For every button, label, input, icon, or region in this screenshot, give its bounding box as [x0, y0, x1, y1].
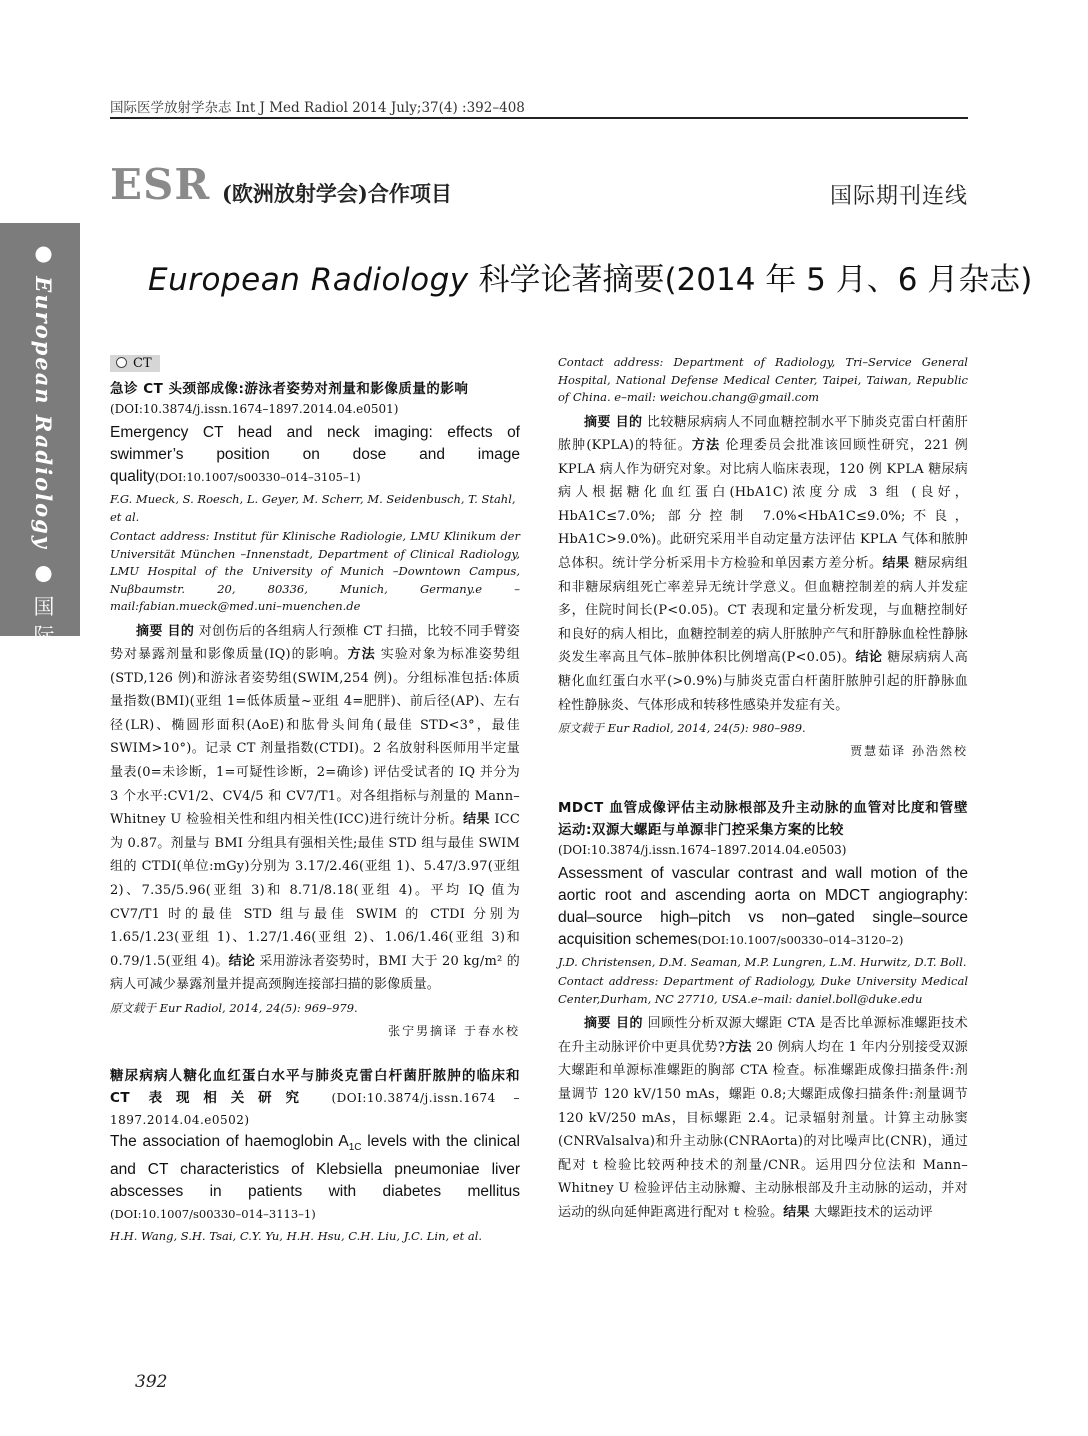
article-3-en-title	[558, 863, 968, 951]
article-3-abstract	[558, 1012, 968, 1224]
result-label: 结果	[463, 812, 490, 828]
article-1-en-doi: (DOI:10.1007/s00330–014–3105–1)	[154, 470, 361, 484]
article-2-en-title	[110, 1131, 520, 1225]
right-column	[558, 352, 968, 1225]
method-label: 方法	[691, 438, 721, 454]
abs-text: 比较糖尿病病人不同血糖控制水平下肺炎克雷白杆菌肝脓肿(KPLA)的特征。	[558, 414, 968, 454]
article-2-abstract	[558, 411, 968, 718]
conclusion-label: 结论	[855, 650, 883, 666]
page-title	[148, 254, 1032, 299]
abs-text: 20 例病人均在 1 年内分别接受双源大螺距和单源标准螺距的胸部 CTA 检查。标准螺距成像扫描条件:剂量调节 120 kV/150 mAs，螺距 0.8;大螺距成像扫描条件:剂量调节 120 kV/250 mAs，目标螺距 2.4。记录辐射剂量。计算主动脉窦(CNRValsalva)和升主动脉(CNRAorta)的对比噪声比(CNR)，通过配对 t 检验比较两种技术的剂量/CNR。运用四分位法和 Mann–Whitney U 检验评估主动脉瓣、主动脉根部及升主动脉的运动，并对运动的纵向延伸距离进行配对 t 检验。	[558, 1039, 969, 1220]
abs-text: 大螺距技术的运动评	[809, 1204, 933, 1220]
abs-label: 摘要 目的	[136, 623, 195, 639]
esr-logo: ESR	[110, 160, 211, 209]
article-1-source: 原文载于 Eur Radiol, 2014, 24(5): 969–979.	[110, 1001, 358, 1015]
article-1-cn-title: 急诊 CT 头颈部成像:游泳者姿势对剂量和影像质量的影响	[110, 381, 469, 397]
method-label: 方法	[347, 647, 376, 663]
side-tab-en: ● European Radiology ●	[31, 240, 56, 587]
article-3-contact: Contact address: Department of Radiology, Duke University Medical Center,Durham, NC 27710, USA.e–mail: daniel.boll@duke.edu	[558, 974, 968, 1006]
article-1-en-title	[110, 422, 520, 488]
article-2-translator: 贾慧茹译 孙浩然校	[850, 744, 968, 759]
article-2-contact: Contact address: Department of Radiology, Tri–Service General Hospital, National Defense Medical Center, Taipei, Taiwan, Republic of China. e–mail: weichou.chang@gmail.com	[558, 355, 968, 404]
article-3-en-title-text: Assessment of vascular contrast and wall motion of the aortic root and ascending aorta on MDCT angiography: dual–source high–pitch vs non–gated single–source acquisition schemes	[558, 865, 968, 949]
abs-text: 糖尿病病人高糖化血红蛋白水平(>0.9%)与肺炎克雷白杆菌肝脓肿引起的肝静脉血栓性静脉炎、气体形成和转移性感染并发症有关。	[558, 650, 968, 713]
abs-text: 伦理委员会批准该回顾性研究，221 例 KPLA 病人作为研究对象。对比病人临床表现，120 例 KPLA 糖尿病病人根据糖化血红蛋白(HbA1C)浓度分成 3 组 (良好，HbA1C≤7.0%; 部分控制 7.0%<HbA1C≤9.0%;不良，HbA1C>9.0%)。此研究采用半自动定量方法评估 KPLA 气体和脓肿总体积。统计学分析采用卡方检验和单因素方差分析。	[558, 438, 968, 572]
abs-label: 摘要 目的	[584, 1016, 644, 1032]
abs-label: 摘要 目的	[584, 414, 643, 430]
article-1-en-title-text: Emergency CT head and neck imaging: effects of swimmer’s position on dose and image quality	[110, 424, 520, 485]
result-label: 结果	[882, 556, 910, 572]
left-column	[110, 352, 520, 1245]
article-2-cn-title	[110, 1065, 520, 1131]
article-2-cn-doi: (DOI:10.3874/j.issn.1674 –1897.2014.04.e0502)	[110, 1091, 520, 1127]
abs-text: ICC 为 0.87。剂量与 BMI 分组具有强相关性;最佳 STD 组与最佳 SWIM 组的 CTDI(单位:mGy)分别为 3.17/2.46(亚组 1)、5.47/3.97(亚组 2)、7.35/5.96(亚组 3)和 8.71/8.18(亚组 4)。平均 IQ 值为 CV7/T1 时的最佳 STD 组与最佳 SWIM 的 CTDI 分别为 1.65/1.23(亚组 1)、1.27/1.46(亚组 2)、1.06/1.46(亚组 3)和 0.79/1.5(亚组 4)。	[110, 812, 520, 969]
esr-subtitle: (欧洲放射学会)合作项目	[222, 181, 452, 206]
article-3-en-doi: (DOI:10.1007/s00330–014–3120–2)	[697, 933, 904, 948]
abs-text: 糖尿病组和非糖尿病组死亡率差异无统计学意义。但血糖控制差的病人并发症多，住院时间长(P<0.05)。CT 表现和定量分析发现，与血糖控制好和良好的病人相比，血糖控制差的病人肝脓肿产气和肝静脉血栓性静脉炎发生率高且气体–脓肿体积比例增高(P<0.05)。	[558, 556, 968, 666]
article-2-source: 原文载于 Eur Radiol, 2014, 24(5): 980–989.	[558, 721, 806, 736]
article-2-cn-title-text: 糖尿病病人糖化血红蛋白水平与肺炎克雷白杆菌肝脓肿的临床和 CT 表现相关研究	[110, 1068, 520, 1106]
page-title-cn: 科学论著摘要(2014 年 5 月、6 月杂志)	[478, 262, 1033, 298]
page-number: 392	[135, 1372, 168, 1392]
article-1-abstract	[110, 620, 520, 998]
article-3-cn-title: MDCT 血管成像评估主动脉根部及升主动脉的血管对比度和管壁运动:双源大螺距与单源非门控采集方案的比较	[558, 800, 968, 839]
article-3-cn-doi: (DOI:10.3874/j.issn.1674–1897.2014.04.e0503)	[558, 843, 847, 858]
circle-icon	[116, 357, 127, 368]
category-badge	[110, 355, 160, 372]
side-tab-text	[22, 240, 58, 770]
abs-text: 采用游泳者姿势时，BMI 大于 20 kg/m² 的病人可减少暴露剂量并提高颈胸连接部扫描的影像质量。	[110, 953, 520, 993]
spacer	[558, 761, 968, 797]
page-title-en: European Radiology	[148, 262, 469, 298]
article-1-cn-doi: (DOI:10.3874/j.issn.1674–1897.2014.04.e0501)	[110, 402, 399, 416]
abs-text: 实验对象为标准姿势组(STD,126 例)和游泳者姿势组(SWIM,254 例)。分组标准包括:体质量指数(BMI)(亚组 1=低体质量~亚组 4=肥胖)、前后径(AP)、左右径(LR)、椭圆形面积(AoE)和肱骨头间角(最佳 STD<3°，最佳 SWIM>10°)。记录 CT 剂量指数(CTDI)。2 名放射科医师用半定量量表(0=未诊断，1=可疑性诊断，2=确诊) 评估受试者的 IQ 并分为 3 个水平:CV1/2、CV4/5 和 CV7/T1。对各组指标与剂量的 Mann–Whitney U 检验相关性和组内相关性(ICC)进行统计分析。	[110, 647, 520, 828]
conclusion-label: 结论	[228, 953, 256, 969]
article-1-translator: 张宁男摘译 于春水校	[388, 1024, 520, 1038]
abs-text: 对创伤后的各组病人行颈椎 CT 扫描，比较不同手臂姿势对暴露剂量和影像质量(IQ)的影响。	[110, 623, 520, 663]
spacer	[110, 1041, 520, 1065]
abs-text: 回顾性分析双源大螺距 CTA 是否比单源标准螺距技术在升主动脉评价中更具优势?	[558, 1016, 969, 1055]
subscript: 1C	[348, 1142, 362, 1154]
result-label: 结果	[783, 1204, 810, 1220]
running-header: 国际医学放射学杂志 Int J Med Radiol 2014 July;37(4) :392–408	[110, 100, 525, 116]
side-tab-cn: 国际期刊连线	[31, 595, 55, 770]
article-1-contact: Contact address: Institut für Klinische Radiologie, LMU Klinikum der Universität München –Innenstadt, Department of Clinical Radiology, LMU Hospital of the University of Munich –Downtown Campus, Nuβbaumstr. 20, 80336, Munich, Germany.e –mail:fabian.mueck@med.uni–muenchen.de	[110, 529, 520, 613]
article-3-authors: J.D. Christensen, D.M. Seaman, M.P. Lungren, L.M. Hurwitz, D.T. Boll.	[558, 955, 967, 970]
article-2-en-title-text: The association of haemoglobin A	[110, 1133, 349, 1150]
article-2-authors: H.H. Wang, S.H. Tsai, C.Y. Yu, H.H. Hsu, C.H. Liu, J.C. Lin, et al.	[110, 1229, 483, 1244]
method-label: 方法	[725, 1039, 752, 1055]
article-1-authors: F.G. Mueck, S. Roesch, L. Geyer, M. Scherr, M. Seidenbusch, T. Stahl, et al.	[110, 492, 516, 524]
section-title: 国际期刊连线	[829, 184, 968, 209]
category-label: CT	[133, 356, 152, 371]
article-2-en-doi: (DOI:10.1007/s00330–014–3113–1)	[110, 1207, 316, 1222]
header-rule	[110, 117, 968, 119]
article-2-en-title-text: levels with the clinical and CT characteristics of Klebsiella pneumoniae liver abscesses in patients with diabetes mellitus	[110, 1133, 520, 1201]
